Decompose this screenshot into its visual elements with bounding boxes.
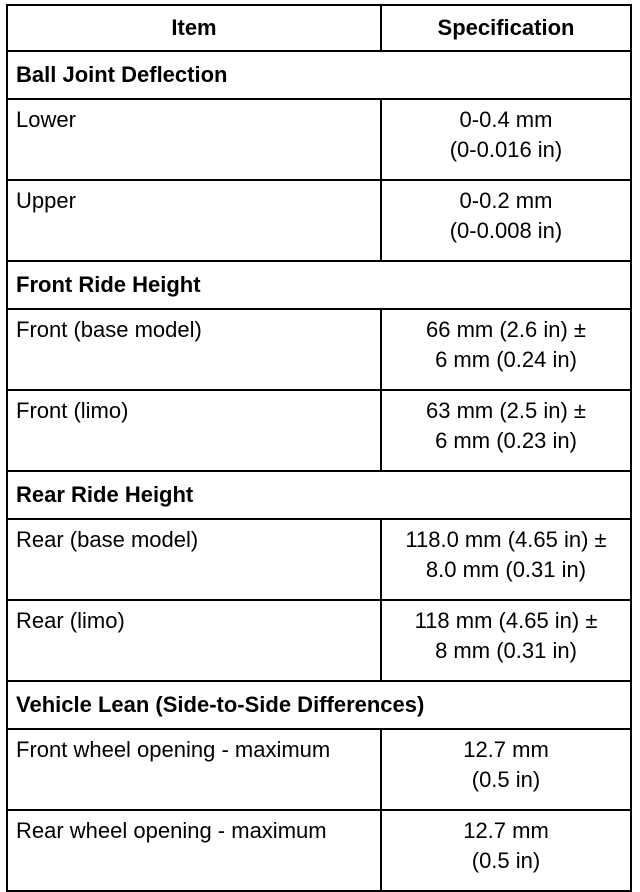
header-row xyxy=(7,5,631,51)
item-name: Front (limo) xyxy=(7,390,381,471)
group-row-front-ride-height xyxy=(7,261,631,309)
spec-line: (0-0.008 in) xyxy=(449,218,563,243)
group-title: Vehicle Lean (Side-to-Side Differences) xyxy=(7,681,631,729)
spec-value xyxy=(381,519,631,600)
item-name: Front (base model) xyxy=(7,309,381,390)
spec-line: 8.0 mm (0.31 in) xyxy=(425,557,587,582)
spec-value xyxy=(381,309,631,390)
header-specification: Specification xyxy=(381,5,631,51)
header-item: Item xyxy=(7,5,381,51)
item-name: Lower xyxy=(7,99,381,180)
spec-line: (0-0.016 in) xyxy=(449,137,563,162)
table-row xyxy=(7,390,631,471)
spec-value xyxy=(381,729,631,810)
table-row xyxy=(7,309,631,390)
item-name: Upper xyxy=(7,180,381,261)
group-title: Ball Joint Deflection xyxy=(7,51,631,99)
spec-value xyxy=(381,810,631,891)
spec-line: 6 mm (0.24 in) xyxy=(435,347,577,372)
spec-line: 0-0.4 mm xyxy=(459,107,553,132)
spec-value xyxy=(381,99,631,180)
spec-line: 63 mm (2.5 in) ± xyxy=(425,398,586,423)
group-title: Front Ride Height xyxy=(7,261,631,309)
spec-line: 12.7 mm xyxy=(463,737,549,762)
spec-line: (0.5 in) xyxy=(471,848,541,873)
item-name: Front wheel opening - maximum xyxy=(7,729,381,810)
spec-line: (0.5 in) xyxy=(471,767,541,792)
group-row-vehicle-lean xyxy=(7,681,631,729)
spec-value xyxy=(381,180,631,261)
spec-line: 8 mm (0.31 in) xyxy=(435,638,577,663)
spec-line: 118 mm (4.65 in) ± xyxy=(414,608,598,633)
item-name: Rear wheel opening - maximum xyxy=(7,810,381,891)
group-row-ball-joint-deflection xyxy=(7,51,631,99)
table-row xyxy=(7,810,631,891)
group-row-rear-ride-height xyxy=(7,471,631,519)
table-row xyxy=(7,600,631,681)
spec-line: 12.7 mm xyxy=(463,818,549,843)
spec-line: 0-0.2 mm xyxy=(459,188,553,213)
table-row xyxy=(7,99,631,180)
spec-value xyxy=(381,600,631,681)
spec-value xyxy=(381,390,631,471)
specification-table xyxy=(6,4,632,892)
spec-line: 66 mm (2.6 in) ± xyxy=(425,317,586,342)
spec-line: 118.0 mm (4.65 in) ± xyxy=(405,527,607,552)
spec-line: 6 mm (0.23 in) xyxy=(435,428,577,453)
table-row xyxy=(7,180,631,261)
item-name: Rear (limo) xyxy=(7,600,381,681)
table-row xyxy=(7,519,631,600)
table-row xyxy=(7,729,631,810)
item-name: Rear (base model) xyxy=(7,519,381,600)
group-title: Rear Ride Height xyxy=(7,471,631,519)
